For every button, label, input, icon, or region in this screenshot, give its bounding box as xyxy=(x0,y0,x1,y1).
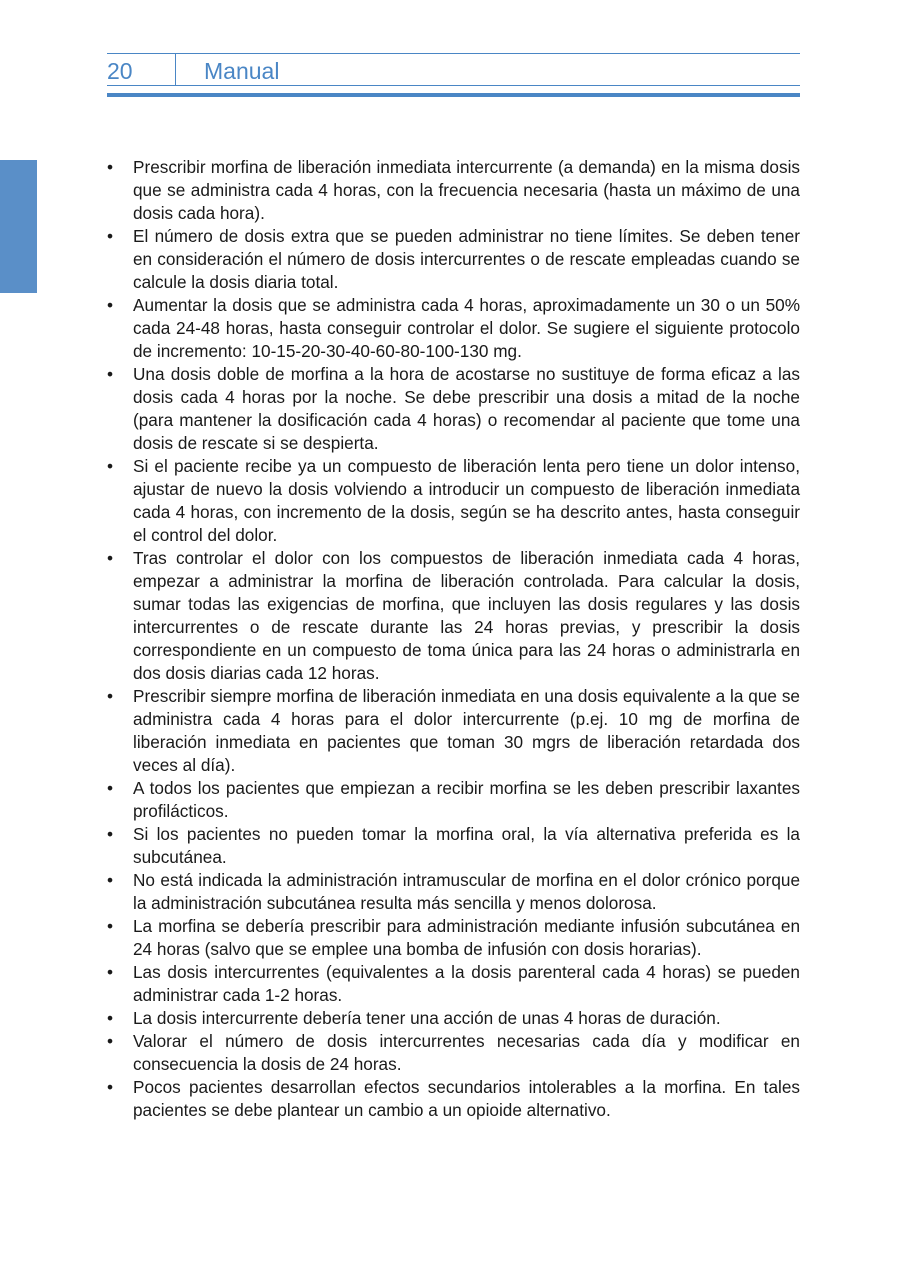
list-item xyxy=(107,455,800,547)
bullet-icon: • xyxy=(107,226,114,246)
list-item xyxy=(107,915,800,961)
header-divider xyxy=(175,54,176,85)
list-item xyxy=(107,823,800,869)
bullet-icon: • xyxy=(107,916,114,936)
list-item-text: La morfina se debería prescribir para administración mediante infusión subcutánea en 24 horas (salvo que se emplee una bomba de infusión con dosis horarias). xyxy=(133,916,800,959)
list-item-text: Valorar el número de dosis intercurrentes necesarias cada día y modificar en consecuencia la dosis de 24 horas. xyxy=(133,1031,800,1074)
bullet-icon: • xyxy=(107,157,114,177)
running-title: Manual xyxy=(204,58,280,84)
list-item-text: A todos los pacientes que empiezan a recibir morfina se les deben prescribir laxantes profilácticos. xyxy=(133,778,800,821)
list-item xyxy=(107,1007,800,1030)
bullet-icon: • xyxy=(107,870,114,890)
list-item-text: La dosis intercurrente debería tener una acción de unas 4 horas de duración. xyxy=(133,1008,721,1028)
list-item-text: Aumentar la dosis que se administra cada 4 horas, aproximadamente un 30 o un 50% cada 24-48 horas, hasta conseguir controlar el dolor. Se sugiere el siguiente protocolo de incremento: 10-15-20-30-40-60-80-100-130 mg. xyxy=(133,295,800,361)
list-item xyxy=(107,156,800,225)
list-item xyxy=(107,363,800,455)
list-item-text: Pocos pacientes desarrollan efectos secundarios intolerables a la morfina. En tales pacientes se debe plantear un cambio a un opioide alternativo. xyxy=(133,1077,800,1120)
header-rule-top xyxy=(107,53,800,54)
list-item xyxy=(107,547,800,685)
list-item-text: Prescribir siempre morfina de liberación inmediata en una dosis equivalente a la que se administra cada 4 horas para el dolor intercurrente (p.ej. 10 mg de morfina de liberación inmediata en pacientes que toman 30 mgrs de liberación retardada dos veces al día). xyxy=(133,686,800,775)
list-item xyxy=(107,225,800,294)
list-item-text: Prescribir morfina de liberación inmediata intercurrente (a demanda) en la misma dosis que se administra cada 4 horas, con la frecuencia necesaria (hasta un máximo de una dosis cada hora). xyxy=(133,157,800,223)
list-item xyxy=(107,1076,800,1122)
header-rule-bottom xyxy=(107,93,800,97)
bullet-icon: • xyxy=(107,1031,114,1051)
list-item xyxy=(107,869,800,915)
header-rule-mid xyxy=(107,85,800,86)
list-item xyxy=(107,294,800,363)
bullet-icon: • xyxy=(107,1077,114,1097)
bullet-icon: • xyxy=(107,295,114,315)
page-number: 20 xyxy=(107,58,133,84)
chapter-side-tab xyxy=(0,160,37,293)
bullet-icon: • xyxy=(107,778,114,798)
list-item xyxy=(107,777,800,823)
list-item xyxy=(107,961,800,1007)
list-item-text: No está indicada la administración intramuscular de morfina en el dolor crónico porque la administración subcutánea resulta más sencilla y menos dolorosa. xyxy=(133,870,800,913)
bullet-icon: • xyxy=(107,456,114,476)
list-item-text: El número de dosis extra que se pueden administrar no tiene límites. Se deben tener en consideración el número de dosis intercurrentes o de rescate empleadas cuando se calcule la dosis diaria total. xyxy=(133,226,800,292)
bullet-icon: • xyxy=(107,364,114,384)
bullet-icon: • xyxy=(107,824,114,844)
bullet-icon: • xyxy=(107,1008,114,1028)
bullet-icon: • xyxy=(107,962,114,982)
list-item xyxy=(107,1030,800,1076)
bullet-icon: • xyxy=(107,686,114,706)
list-item-text: Si el paciente recibe ya un compuesto de liberación lenta pero tiene un dolor intenso, ajustar de nuevo la dosis volviendo a introducir un compuesto de liberación inmediata cada 4 horas, con incremento de la dosis, según se ha descrito antes, hasta conseguir el control del dolor. xyxy=(133,456,800,545)
list-item-text: Si los pacientes no pueden tomar la morfina oral, la vía alternativa preferida es la subcutánea. xyxy=(133,824,800,867)
bullet-list xyxy=(107,156,800,1122)
list-item-text: Una dosis doble de morfina a la hora de acostarse no sustituye de forma eficaz a las dosis cada 4 horas por la noche. Se debe prescribir una dosis a mitad de la noche (para mantener la dosificación cada 4 horas) o recomendar al paciente que tome una dosis de rescate si se despierta. xyxy=(133,364,800,453)
list-item-text: Las dosis intercurrentes (equivalentes a la dosis parenteral cada 4 horas) se pueden administrar cada 1-2 horas. xyxy=(133,962,800,1005)
list-item-text: Tras controlar el dolor con los compuestos de liberación inmediata cada 4 horas, empezar a administrar la morfina de liberación controlada. Para calcular la dosis, sumar todas las exigencias de morfina, que incluyen las dosis regulares y las dosis intercurrentes o de rescate durante las 24 horas previas, y prescribir la dosis correspondiente en un compuesto de toma única para las 24 horas o administrarla en dos dosis diarias cada 12 horas. xyxy=(133,548,800,683)
list-item xyxy=(107,685,800,777)
bullet-icon: • xyxy=(107,548,114,568)
